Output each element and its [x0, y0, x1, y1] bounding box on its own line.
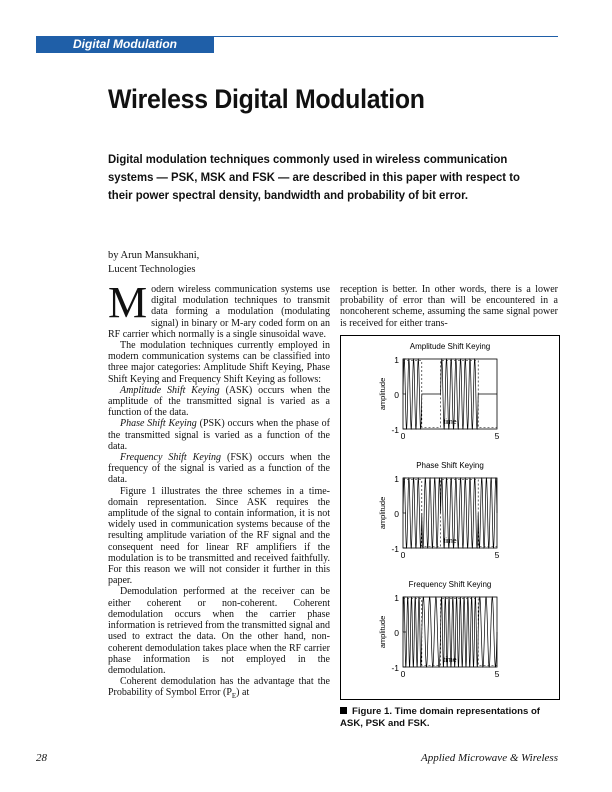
term: Phase Shift Keying	[120, 418, 197, 430]
column-right	[340, 284, 558, 329]
x-axis-label: time	[443, 657, 457, 664]
y-tick-label: 1	[394, 474, 399, 484]
plot-title: Amplitude Shift Keying	[409, 342, 491, 351]
caption-bullet	[340, 707, 347, 714]
y-tick-label: 0	[394, 509, 399, 519]
y-tick-label: -1	[391, 544, 399, 554]
affiliation: Lucent Technologies	[108, 263, 196, 275]
section-label: Digital Modulation	[73, 37, 177, 51]
x-tick-label: 5	[494, 431, 500, 441]
page-number: 28	[36, 752, 47, 764]
abstract: Digital modulation techniques commonly used in wireless communication systems — PSK, MSK and FSK — are described in this paper with respect to their power spectral density, bandwidth and probability of bit error.	[108, 152, 520, 202]
y-axis-label: amplitude	[378, 377, 387, 411]
y-tick-label: 1	[394, 355, 399, 365]
paragraph-text: odern wireless communication systems use digital modulation techniques to transmit data forming a modulation (modulating signal) in binary or M-ary coded form on an RF carrier which normally is a single sinusoidal wave.	[108, 284, 330, 340]
byline	[108, 249, 199, 276]
paragraph-text: (PSK) occurs when the phase of the transmitted signal is varied as a function of the data.	[108, 418, 330, 452]
paragraph	[108, 278, 330, 340]
section-tab	[36, 36, 214, 53]
paragraph-text: (ASK) occurs when the amplitude of the transmitted signal is varied as a function of the data.	[108, 384, 331, 419]
paragraph-text: Coherent demodulation has the advantage that the Probability of Symbol Error (P	[108, 676, 330, 699]
paragraph	[108, 676, 330, 702]
paragraph	[108, 418, 330, 452]
plot-title: Phase Shift Keying	[416, 461, 484, 470]
caption-text: Figure 1. Time domain representations of ASK, PSK and FSK.	[340, 706, 541, 729]
figure-caption	[340, 706, 558, 729]
plot-title: Frequency Shift Keying	[408, 580, 492, 589]
term: Amplitude Shift Keying	[120, 384, 220, 396]
paragraph: Demodulation performed at the receiver can be either coherent or non-coherent. Coherent demodulation occurs when the carrier phase information is retrieved from the transmitted signal and used to extract the data. On the other hand, non-coherent demodulation takes place when the RF carrier phase information is not employed in the demodulation.	[108, 586, 330, 676]
column-left	[108, 278, 331, 703]
paragraph: The modulation techniques currently employed in modern communication systems can be classified into three major categories: Amplitude Shift Keying, Phase Shift Keying and Frequency Shift Keying as follows:	[108, 340, 330, 385]
x-tick-label: 5	[494, 550, 500, 560]
paragraph	[108, 385, 330, 419]
y-tick-label: -1	[391, 425, 399, 435]
term: Frequency Shift Keying	[120, 452, 222, 464]
x-tick-label: 0	[400, 431, 406, 441]
journal-name: Applied Microwave & Wireless	[421, 752, 558, 764]
y-tick-label: 0	[394, 628, 399, 638]
paragraph-text: ) at	[236, 687, 250, 699]
paragraph	[108, 452, 330, 486]
figure-plots	[341, 336, 559, 699]
figure-1	[340, 335, 560, 700]
x-tick-label: 0	[400, 669, 406, 679]
paragraph: reception is better. In other words, there is a lower probability of error than will be encountered in a noncoherent scheme, assuming the same signal power is received for either trans-	[340, 284, 558, 329]
paragraph: Figure 1 illustrates the three schemes in a time-domain representation. Since ASK requires the amplitude of the signal to contain information, it is not widely used in communication systems because of the resulting amplitude variation of the RF signal and the consequent need for linear RF amplifiers if the modulation is to be transmitted and received faithfully. For this reason we will not consider it further in this paper.	[108, 485, 330, 587]
x-tick-label: 0	[400, 550, 406, 560]
drop-cap: M	[108, 278, 148, 327]
header-rule	[214, 36, 558, 37]
article-title: Wireless Digital Modulation	[108, 84, 425, 114]
x-tick-label: 5	[494, 669, 500, 679]
x-axis-label: time	[443, 538, 457, 545]
y-axis-label: amplitude	[378, 615, 387, 649]
paragraph-text: (FSK) occurs when the frequency of the signal is varied as a function of the data.	[108, 452, 331, 486]
y-tick-label: 1	[394, 593, 399, 603]
y-axis-label: amplitude	[378, 496, 387, 530]
x-axis-label: time	[443, 419, 457, 426]
y-tick-label: 0	[394, 390, 399, 400]
subscript: E	[231, 692, 237, 701]
author: by Arun Mansukhani,	[108, 250, 200, 261]
y-tick-label: -1	[391, 663, 399, 673]
